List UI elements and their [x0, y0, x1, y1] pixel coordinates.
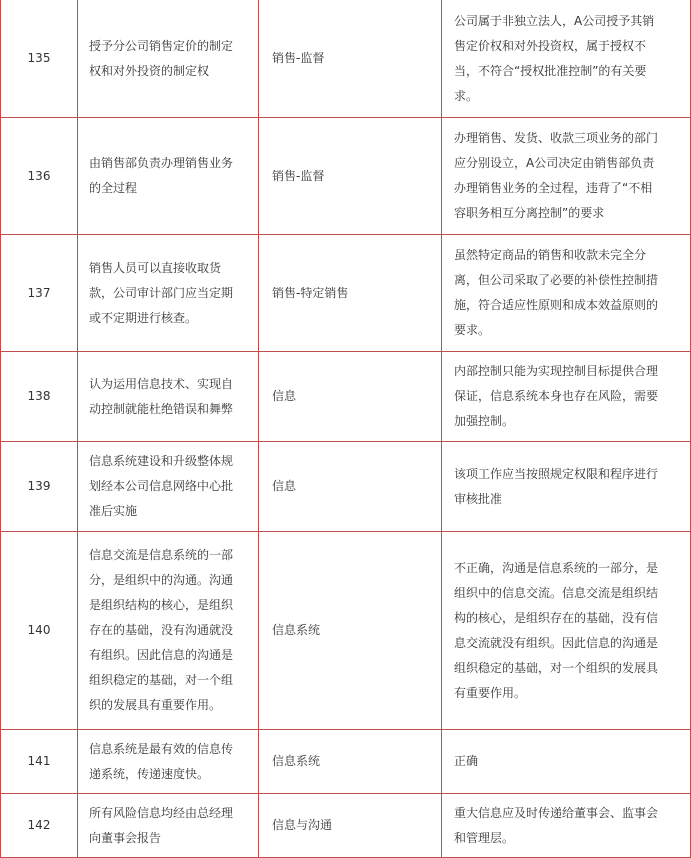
row-number: 135 — [1, 0, 78, 118]
control-item: 信息系统建设和升级整体规 划经本公司信息网络中心批 准后实施 — [78, 442, 259, 532]
control-item: 由销售部负责办理销售业务 的全过程 — [78, 118, 259, 235]
table-row — [1, 730, 691, 794]
analysis: 办理销售、发货、收款三项业务的部门 应分别设立，A公司决定由销售部负责 办理销售业务的全过程，违背了“不相 容职务相互分离控制”的要求 — [442, 118, 691, 235]
control-item: 认为运用信息技术、实现自 动控制就能杜绝错误和舞弊 — [78, 352, 259, 442]
analysis: 正确 — [442, 730, 691, 794]
analysis: 公司属于非独立法人，A公司授予其销 售定价权和对外投资权，属于授权不 当，不符合“授权批准控制”的有关要 求。 — [442, 0, 691, 118]
control-item: 信息系统是最有效的信息传 递系统，传递速度快。 — [78, 730, 259, 794]
category: 销售-监督 — [259, 118, 442, 235]
table-row — [1, 0, 691, 118]
category: 信息 — [259, 352, 442, 442]
row-number: 136 — [1, 118, 78, 235]
table-row — [1, 442, 691, 532]
control-item: 信息交流是信息系统的一部 分，是组织中的沟通。沟通 是组织结构的核心，是组织 存在的基础，没有沟通就没 有组织。因此信息的沟通是 组织稳定的基础，对一个组 织的发展具有重要作用。 — [78, 532, 259, 730]
analysis: 重大信息应及时传递给董事会、监事会 和管理层。 — [442, 794, 691, 858]
row-number: 139 — [1, 442, 78, 532]
table-row — [1, 352, 691, 442]
analysis: 内部控制只能为实现控制目标提供合理 保证，信息系统本身也存在风险，需要 加强控制。 — [442, 352, 691, 442]
table-row — [1, 235, 691, 352]
control-item: 授予分公司销售定价的制定 权和对外投资的制定权 — [78, 0, 259, 118]
category: 信息系统 — [259, 730, 442, 794]
row-number: 138 — [1, 352, 78, 442]
category: 信息与沟通 — [259, 794, 442, 858]
row-number: 141 — [1, 730, 78, 794]
category: 销售-特定销售 — [259, 235, 442, 352]
table-row — [1, 794, 691, 858]
control-item: 所有风险信息均经由总经理 向董事会报告 — [78, 794, 259, 858]
category: 销售-监督 — [259, 0, 442, 118]
control-item: 销售人员可以直接收取货 款，公司审计部门应当定期 或不定期进行核查。 — [78, 235, 259, 352]
analysis: 该项工作应当按照规定权限和程序进行 审核批准 — [442, 442, 691, 532]
row-number: 137 — [1, 235, 78, 352]
analysis: 不正确，沟通是信息系统的一部分，是 组织中的信息交流。信息交流是组织结 构的核心，是组织存在的基础，没有信 息交流就没有组织。因此信息的沟通是 组织稳定的基础，对一个组织的发展具 有重要作用。 — [442, 532, 691, 730]
table-row — [1, 532, 691, 730]
row-number: 140 — [1, 532, 78, 730]
category: 信息系统 — [259, 532, 442, 730]
table-row — [1, 118, 691, 235]
category: 信息 — [259, 442, 442, 532]
analysis: 虽然特定商品的销售和收款未完全分 离，但公司采取了必要的补偿性控制措 施，符合适应性原则和成本效益原则的 要求。 — [442, 235, 691, 352]
row-number: 142 — [1, 794, 78, 858]
